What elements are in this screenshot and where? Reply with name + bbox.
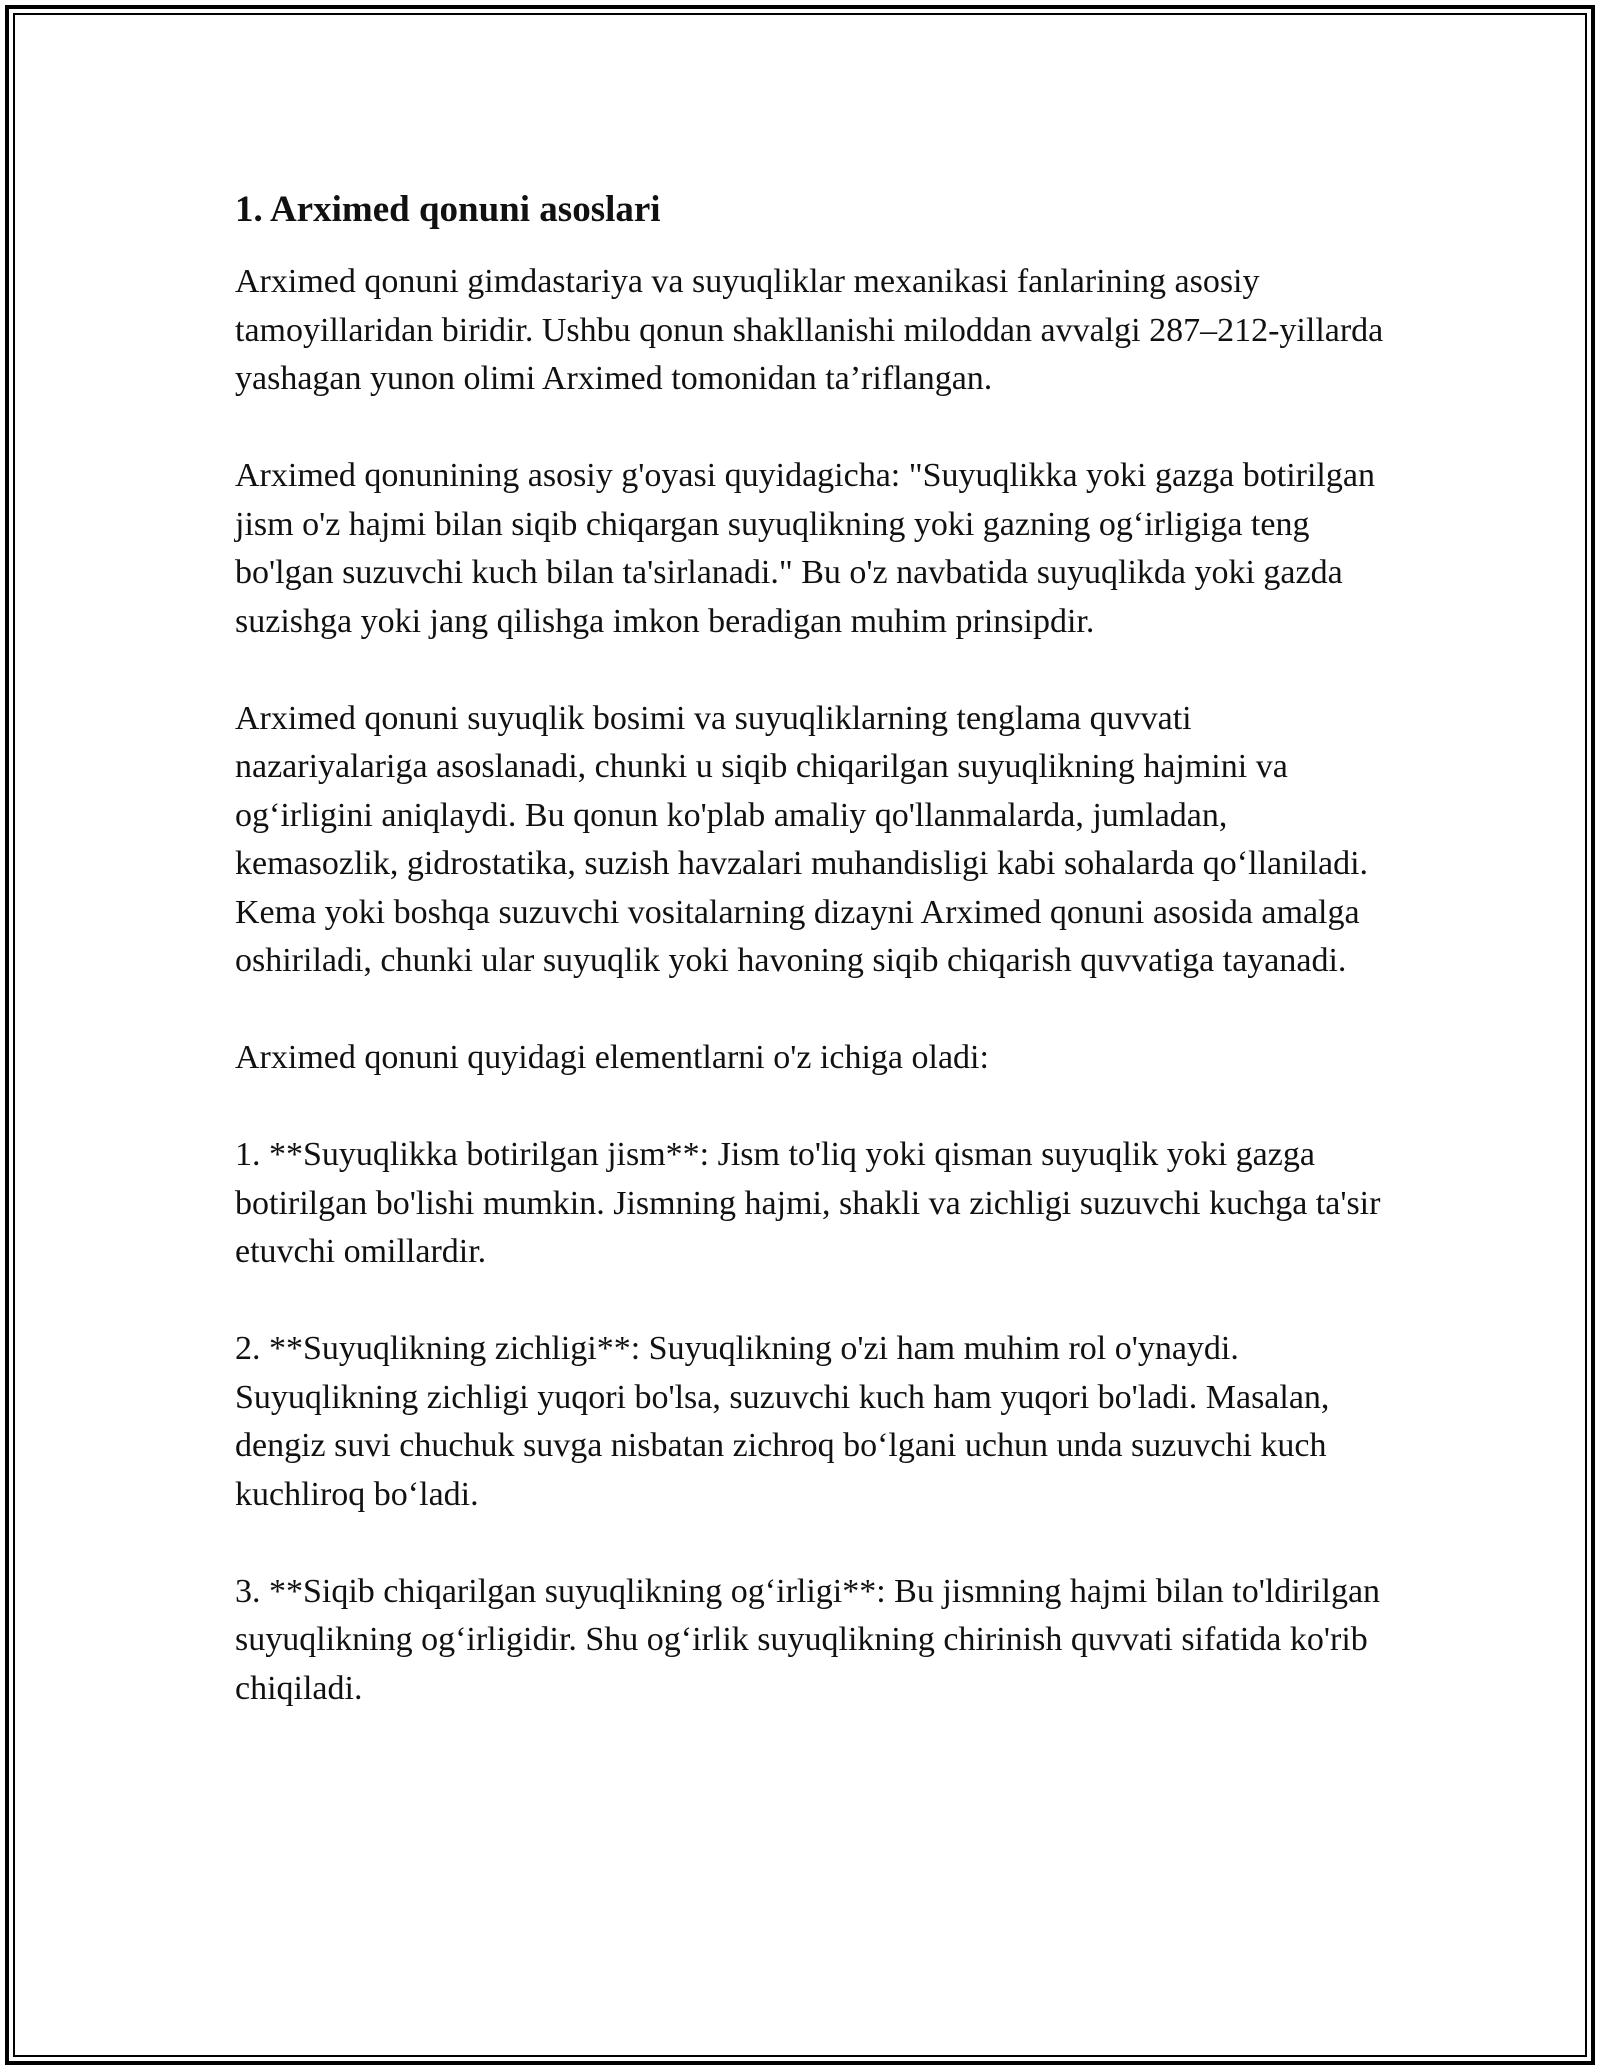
- list-item-immersed-body: 1. **Suyuqlikka botirilgan jism**: Jism to'liq yoki qisman suyuqlik yoki gazga botirilgan bo'lishi mumkin. Jismning hajmi, shakli va zichligi suzuvchi kuchga ta'sir etuvchi omillardir.: [235, 1136, 1381, 1270]
- paragraph-main-idea: Arximed qonunining asosiy g'oyasi quyidagicha: "Suyuqlikka yoki gazga botirilgan jism o'z hajmi bilan siqib chiqargan suyuqlikning yoki gazning og‘irligiga teng bo'lgan suzuvchi kuch bilan ta'sirlanadi." Bu o'z navbatida suyuqlikda yoki gazda suzishga yoki jang qilishga imkon beradigan muhim prinsipdir.: [235, 457, 1375, 640]
- paragraph-applications: Arximed qonuni suyuqlik bosimi va suyuqliklarning tenglama quvvati nazariyalariga asoslanadi, chunki u siqib chiqarilgan suyuqlikning hajmini va og‘irligini aniqlaydi. Bu qonun ko'plab amaliy qo'llanmalarda, jumladan, kemasozlik, gidrostatika, suzish havzalari muhandisligi kabi sohalarda qo‘llaniladi. Kema yoki boshqa suzuvchi vositalarning dizayni Arximed qonuni asosida amalga oshiriladi, chunki ular suyuqlik yoki havoning siqib chiqarish quvvatiga tayanadi.: [235, 699, 1369, 979]
- list-item-fluid-density: 2. **Suyuqlikning zichligi**: Suyuqlikning o'zi ham muhim rol o'ynaydi. Suyuqlikning zichligi yuqori bo'lsa, suzuvchi kuch ham yuqori bo'ladi. Masalan, dengiz suvi chuchuk suvga nisbatan zichroq bo‘lgani uchun unda suzuvchi kuch kuchliroq bo‘ladi.: [235, 1330, 1330, 1513]
- list-item-displaced-weight: 3. **Siqib chiqarilgan suyuqlikning og‘irligi**: Bu jismning hajmi bilan to'ldirilgan suyuqlikning og‘irligidir. Shu og‘irlik suyuqlikning chirinish quvvati sifatida ko'rib chiqiladi.: [235, 1572, 1381, 1707]
- section-heading: 1. Arximed qonuni asoslari: [235, 189, 661, 230]
- document-body: [235, 186, 1385, 1762]
- paragraph-elements-intro: Arximed qonuni quyidagi elementlarni o'z ichiga oladi:: [235, 1039, 989, 1076]
- paragraph-intro: Arximed qonuni gimdastariya va suyuqliklar mexanikasi fanlarining asosiy tamoyillaridan biridir. Ushbu qonun shakllanishi miloddan avvalgi 287–212-yillarda yashagan yunon olimi Arximed tomonidan ta’riflangan.: [235, 263, 1384, 397]
